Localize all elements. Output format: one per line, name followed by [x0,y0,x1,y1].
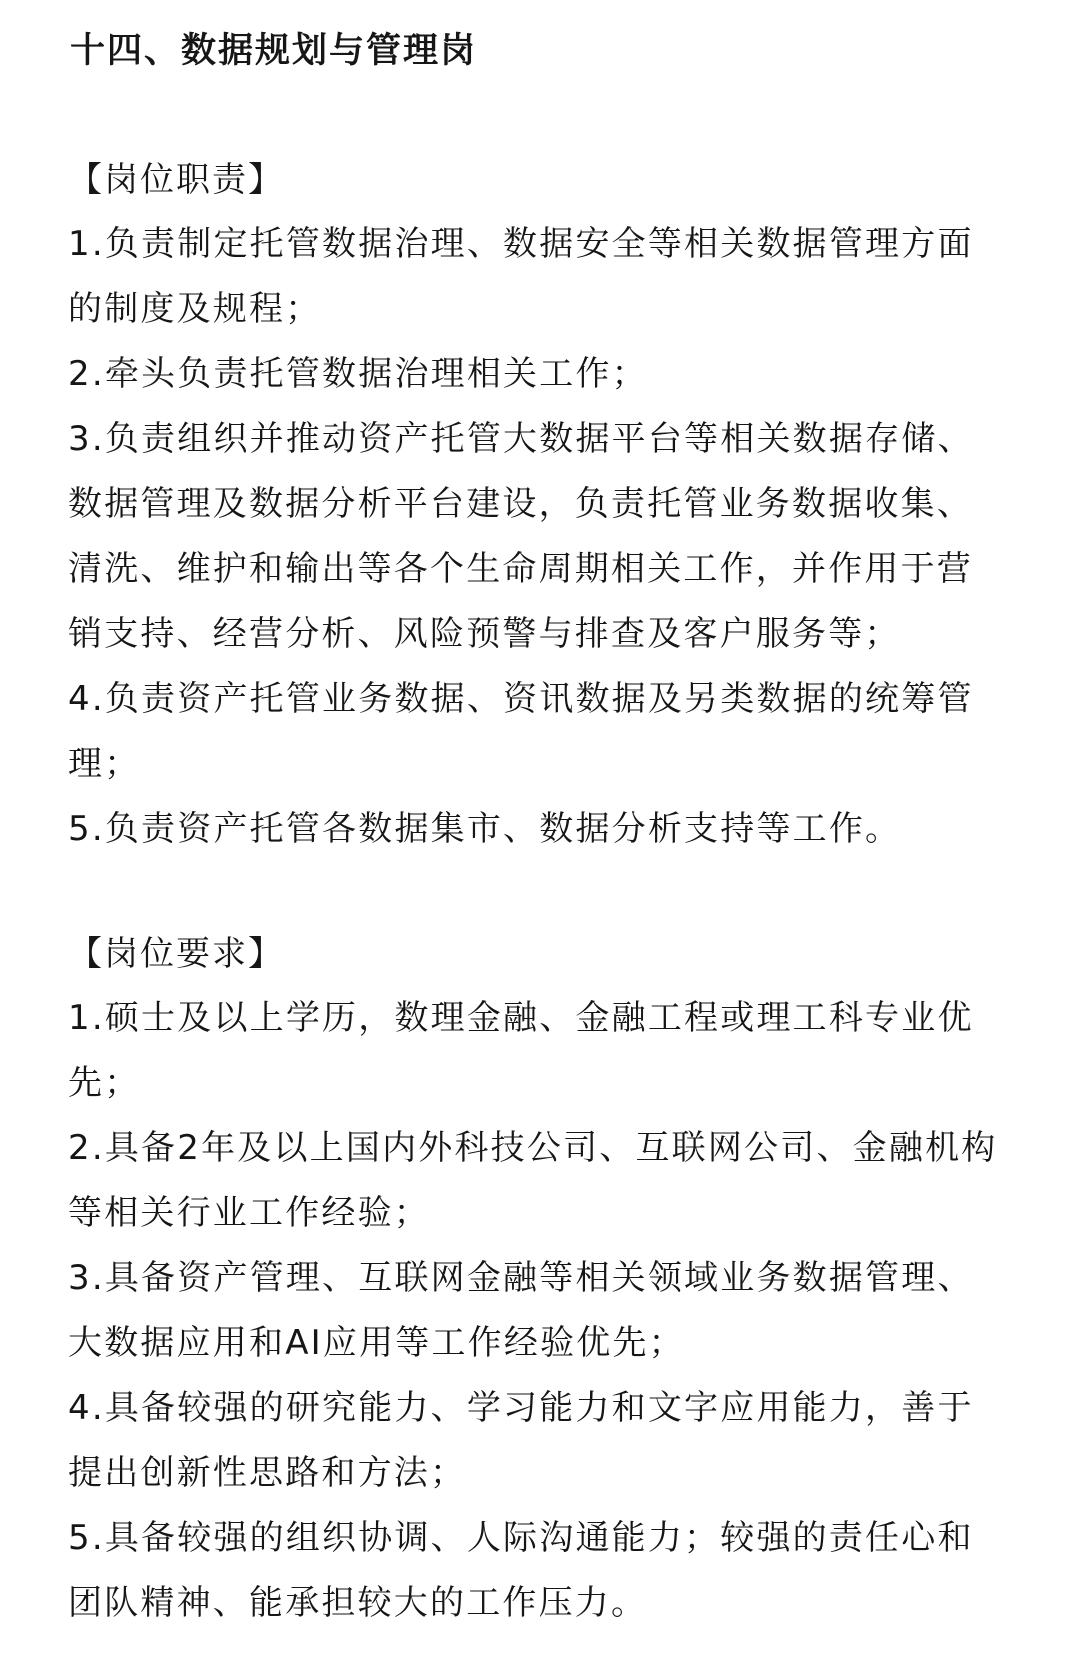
requirements-heading: 【岗位要求】 [68,934,284,974]
requirement-item-1: 1.硕士及以上学历，数理金融、金融工程或理工科专业优先； [68,998,974,1103]
responsibility-item-3: 3.负责组织并推动资产托管大数据平台等相关数据存储、数据管理及数据分析平台建设，负责托管业务数据收集、清洗、维护和输出等各个生命周期相关工作，并作用于营销支持、经营分析、风险预警与排查及客户服务等； [68,419,974,654]
responsibilities-section [68,148,1008,862]
requirement-item-2: 2.具备2年及以上国内外科技公司、互联网公司、金融机构等相关行业工作经验； [68,1128,998,1233]
requirements-section [68,922,1008,1636]
page-title: 十四、数据规划与管理岗 [70,31,478,71]
requirement-item-5: 5.具备较强的组织协调、人际沟通能力；较强的责任心和团队精神、能承担较大的工作压力。 [68,1518,974,1623]
responsibility-item-5: 5.负责资产托管各数据集市、数据分析支持等工作。 [68,809,902,849]
responsibilities-heading: 【岗位职责】 [68,160,284,200]
responsibility-item-2: 2.牵头负责托管数据治理相关工作； [68,354,648,394]
responsibility-item-1: 1.负责制定托管数据治理、数据安全等相关数据管理方面的制度及规程； [68,224,974,329]
responsibility-item-4: 4.负责资产托管业务数据、资讯数据及另类数据的统筹管理； [68,679,974,784]
requirement-item-4: 4.具备较强的研究能力、学习能力和文字应用能力，善于提出创新性思路和方法； [68,1388,974,1493]
requirement-item-3: 3.具备资产管理、互联网金融等相关领域业务数据管理、大数据应用和AI应用等工作经验优先； [68,1258,974,1363]
